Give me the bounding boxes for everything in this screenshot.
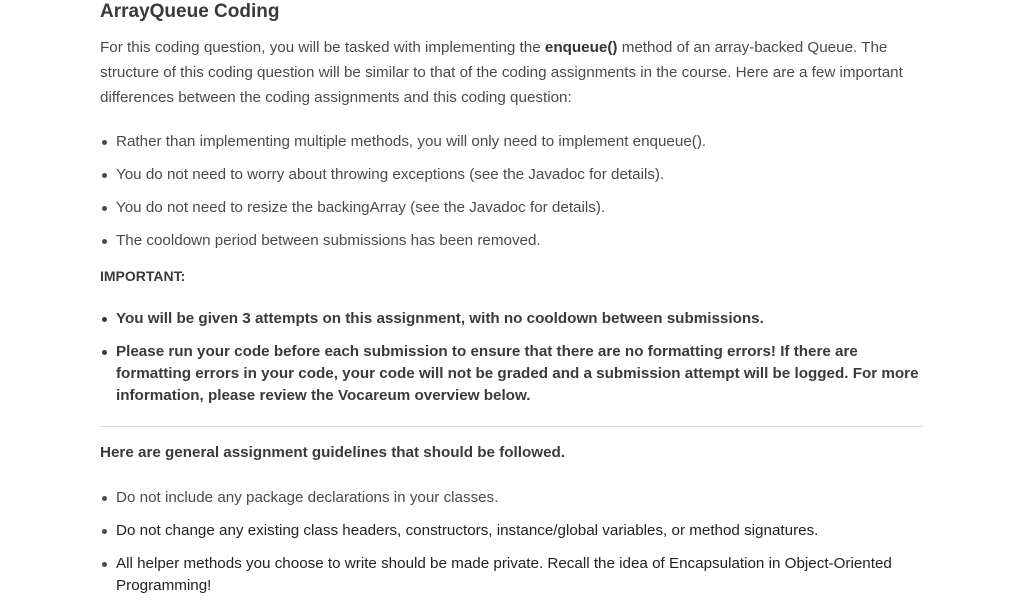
intro-text-after: method of an array-backed Queue. The structure of this coding question will be similar to that of the coding assignments in the course. Here are a few important differences between the coding assignments and this coding question: [100, 39, 903, 106]
guidelines-heading: Here are general assignment guidelines that should be followed. [100, 444, 566, 461]
section-divider [100, 426, 923, 427]
list-item: Please run your code before each submission to ensure that there are no formatting errors! If there are formatting errors in your code, your code will not be graded and a submission attempt will be logged. For more information, please review the Vocareum overview below. [100, 341, 923, 407]
list-item: You do not need to worry about throwing exceptions (see the Javadoc for details). [100, 164, 923, 186]
list-item: Do not change any existing class headers, constructors, instance/global variables, or method signatures. [100, 520, 923, 542]
list-item: All helper methods you choose to write should be made private. Recall the idea of Encapsulation in Object-Oriented Programming! [100, 553, 923, 597]
list-item: Rather than implementing multiple methods, you will only need to implement enqueue(). [100, 131, 923, 153]
page-title: ArrayQueue Coding [100, 1, 280, 22]
important-list [100, 308, 923, 407]
list-item: The cooldown period between submissions has been removed. [100, 230, 923, 252]
list-item: Do not include any package declarations in your classes. [100, 487, 923, 509]
guidelines-list [100, 487, 923, 597]
important-label: IMPORTANT: [100, 268, 186, 284]
intro-text-before: For this coding question, you will be tasked with implementing the [100, 39, 545, 56]
enqueue-method-name: enqueue() [544, 39, 618, 56]
list-item: You do not need to resize the backingArray (see the Javadoc for details). [100, 197, 923, 219]
assignment-content [100, 0, 923, 608]
differences-list [100, 131, 923, 252]
list-item: You will be given 3 attempts on this assignment, with no cooldown between submissions. [100, 308, 923, 330]
intro-paragraph [100, 35, 923, 110]
